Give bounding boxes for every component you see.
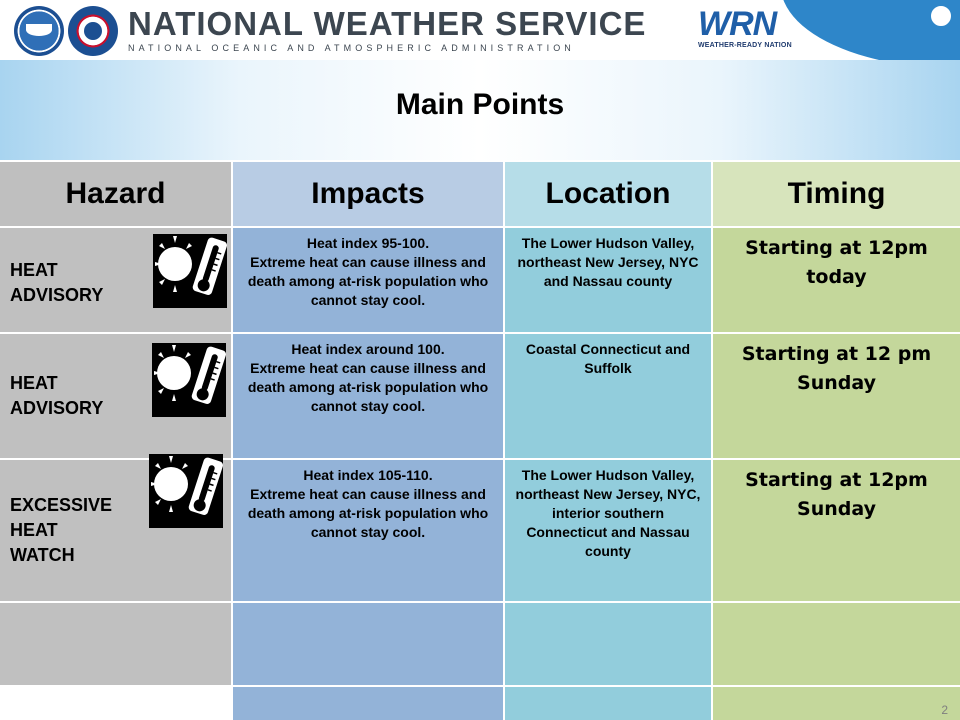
- impacts-text: Heat index around 100. Extreme heat can cause illness and death among at-risk population who cannot stay cool.: [247, 341, 489, 414]
- impacts-cell: [233, 228, 503, 332]
- empty-cell: [233, 687, 503, 720]
- empty-cell: [713, 603, 960, 685]
- empty-cell: [505, 687, 711, 720]
- agency-subtitle: NATIONAL OCEANIC AND ATMOSPHERIC ADMINISTRATION: [128, 43, 575, 53]
- location-cell: [505, 460, 711, 601]
- empty-cell: [713, 687, 960, 720]
- timing-cell: [713, 460, 960, 601]
- empty-cell: [0, 687, 231, 720]
- hazard-label: HEAT ADVISORY: [10, 373, 104, 418]
- noaa-logo: [14, 6, 64, 56]
- timing-cell: [713, 228, 960, 332]
- timing-text: Starting at 12pm Sunday: [745, 469, 928, 520]
- impacts-cell: [233, 460, 503, 601]
- column-header-location: [505, 162, 711, 226]
- page-number: 2: [941, 703, 948, 717]
- column-header-label: Impacts: [311, 177, 425, 210]
- column-header-hazard: [0, 162, 231, 226]
- empty-cell: [233, 603, 503, 685]
- column-header-label: Location: [545, 177, 671, 210]
- column-header-label: Timing: [787, 177, 886, 210]
- hazard-cell: [0, 228, 231, 332]
- column-header-label: Hazard: [65, 177, 166, 210]
- hazard-cell: [0, 334, 231, 458]
- empty-cell: [505, 603, 711, 685]
- column-header-impacts: [233, 162, 503, 226]
- slide-title: Main Points: [395, 88, 565, 121]
- location-text: The Lower Hudson Valley, northeast New Jersey, NYC, interior southern Connecticut and Nassau county: [515, 467, 701, 559]
- location-cell: [505, 228, 711, 332]
- timing-text: Starting at 12 pm Sunday: [741, 343, 932, 394]
- hazard-label: HEAT ADVISORY: [10, 260, 104, 305]
- heat-sun-thermometer-icon: [153, 234, 227, 308]
- hazard-label: EXCESSIVE HEAT WATCH: [10, 495, 113, 565]
- heat-sun-thermometer-icon: [149, 454, 223, 528]
- nws-logo: [68, 6, 118, 56]
- location-cell: [505, 334, 711, 458]
- hazard-cell: [0, 460, 231, 601]
- heat-sun-thermometer-icon: [152, 343, 226, 417]
- location-text: Coastal Connecticut and Suffolk: [525, 341, 691, 376]
- agency-title: NATIONAL WEATHER SERVICE: [128, 5, 647, 42]
- location-text: The Lower Hudson Valley, northeast New Jersey, NYC and Nassau county: [517, 235, 699, 289]
- impacts-cell: [233, 334, 503, 458]
- wrn-tagline: WEATHER-READY NATION: [698, 42, 792, 49]
- doc-seal-icon: [930, 5, 952, 27]
- timing-cell: [713, 334, 960, 458]
- nws-header: [0, 0, 960, 60]
- column-header-timing: [713, 162, 960, 226]
- empty-cell: [0, 603, 231, 685]
- impacts-text: Heat index 95-100. Extreme heat can cause illness and death among at-risk population who cannot stay cool.: [247, 235, 489, 308]
- impacts-text: Heat index 105-110. Extreme heat can cause illness and death among at-risk population who cannot stay cool.: [247, 467, 489, 540]
- agency-title-block: [128, 6, 646, 53]
- timing-text: Starting at 12pm today: [745, 237, 928, 288]
- wrn-logo-text: WRN: [698, 5, 777, 43]
